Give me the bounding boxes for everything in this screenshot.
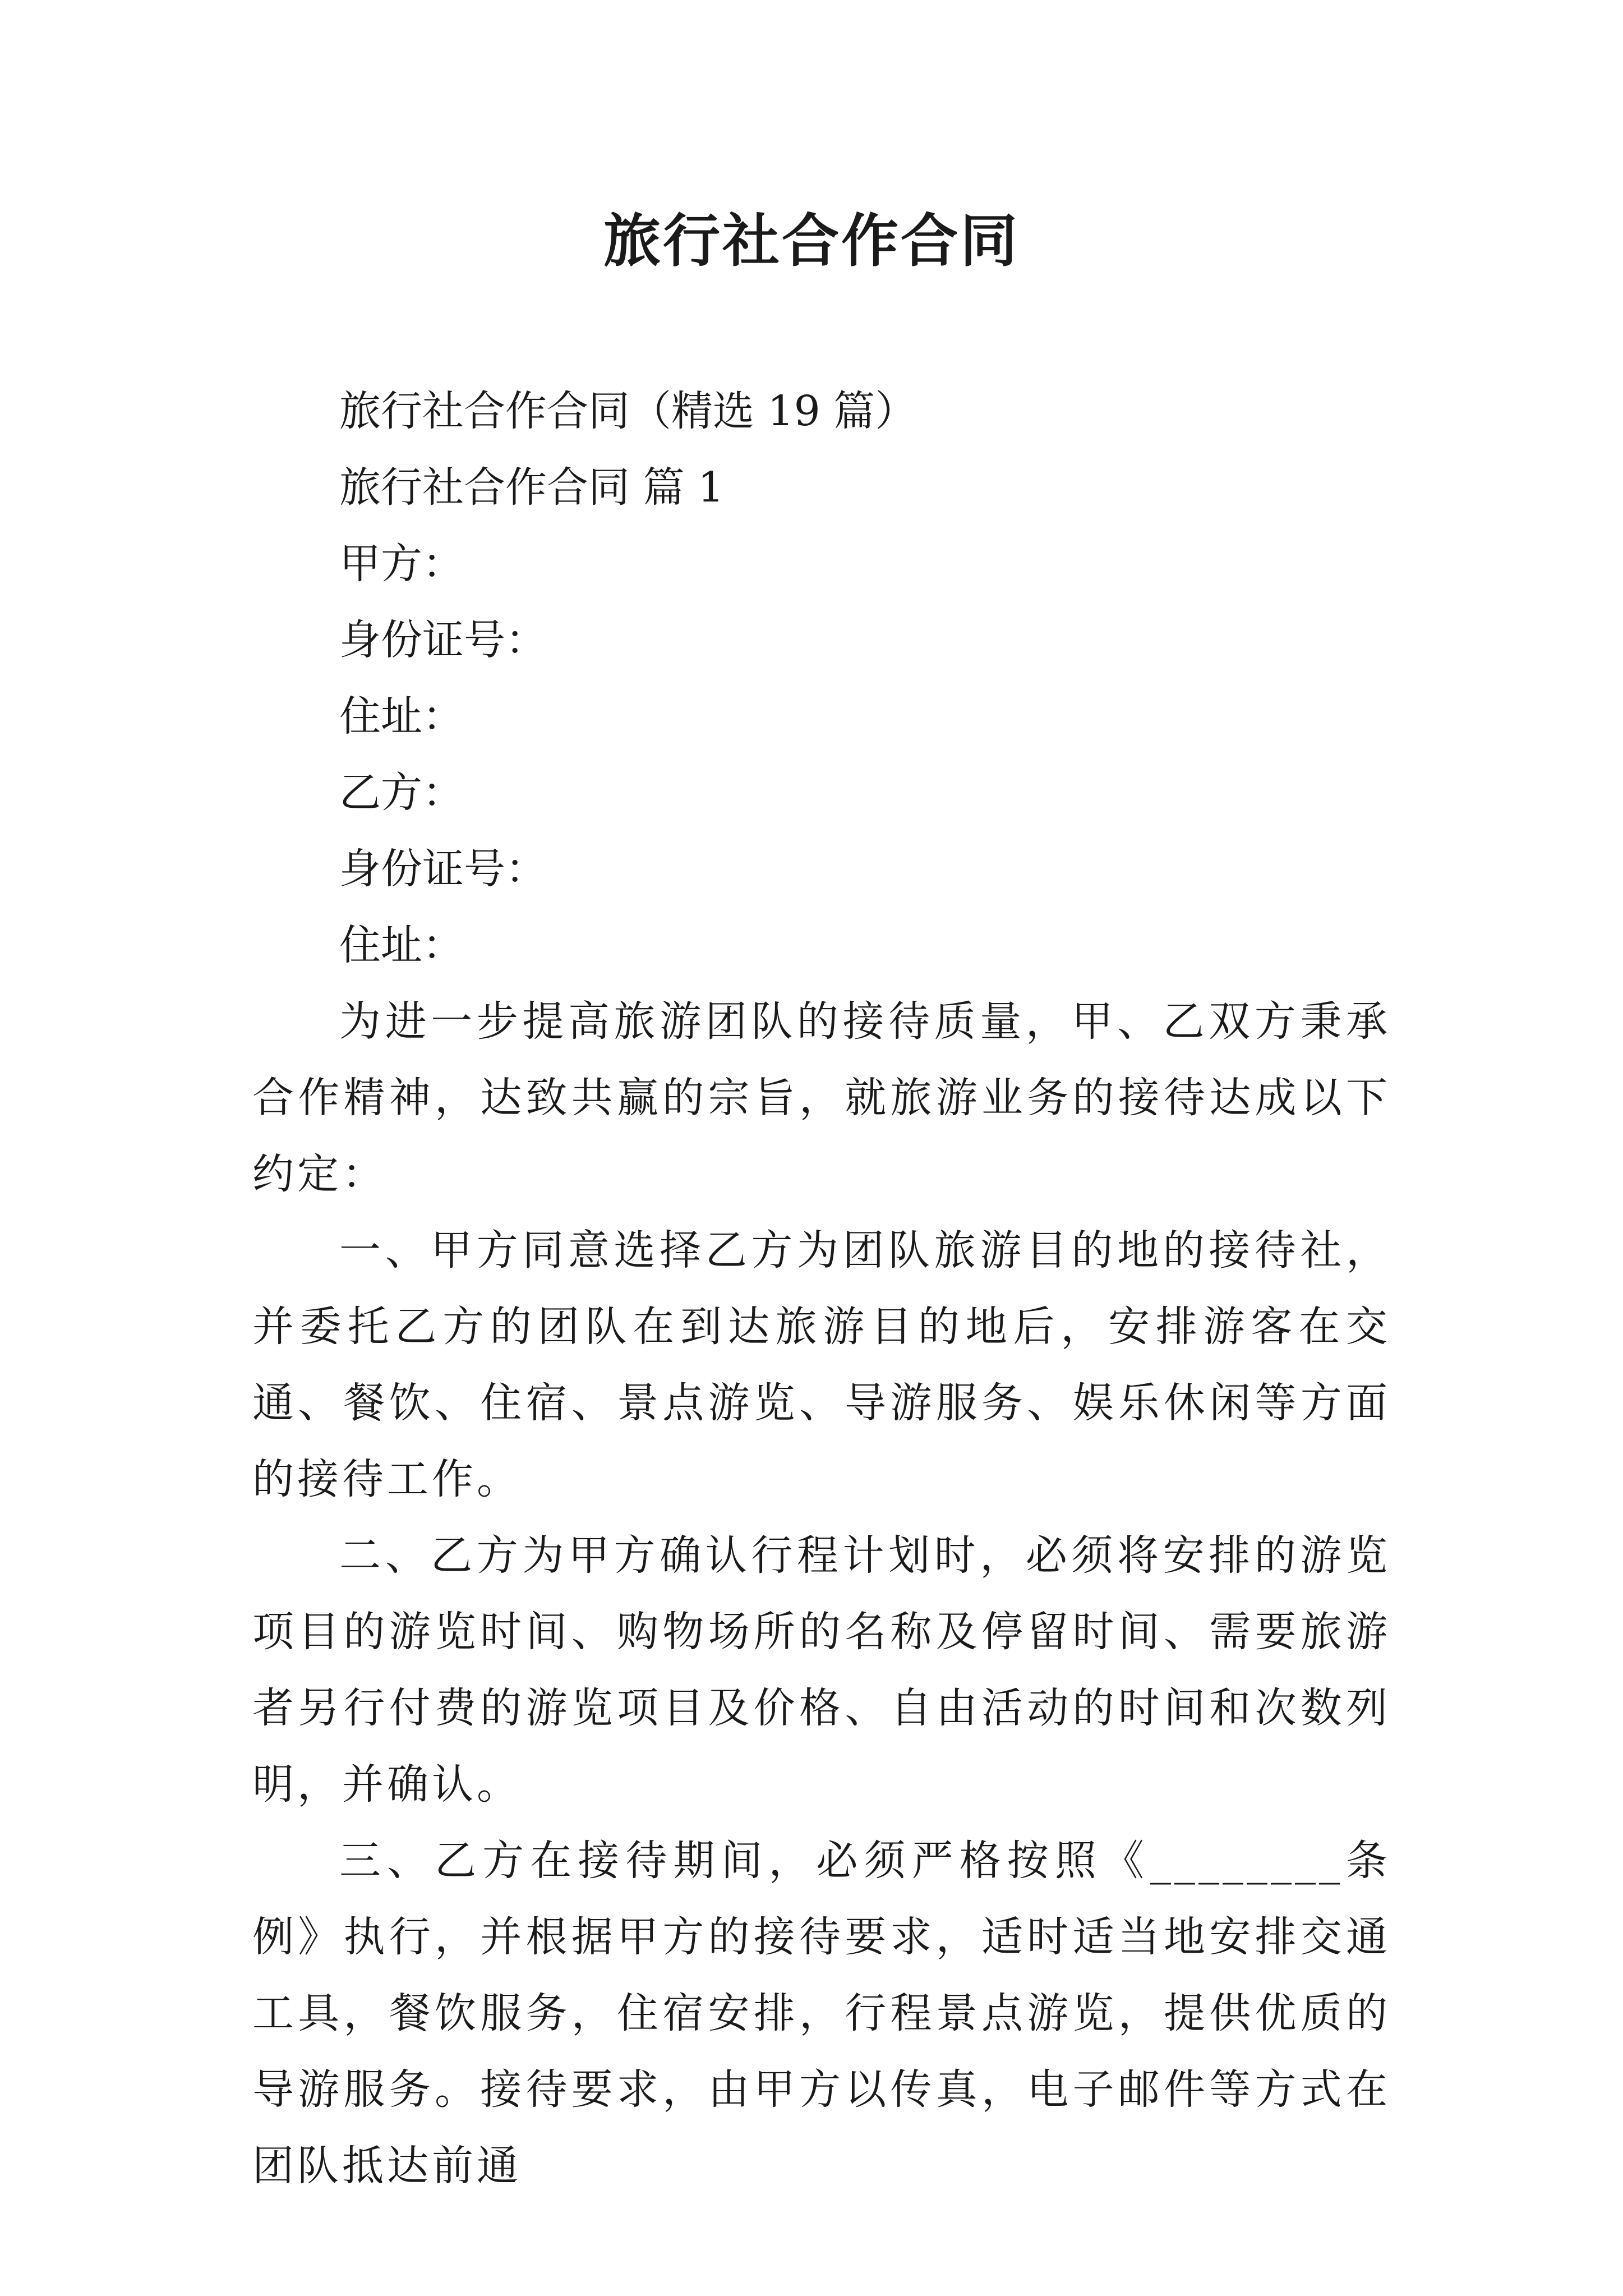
party-a-label: 甲方：	[339, 540, 464, 588]
party-b-address-label: 住址：	[339, 921, 464, 969]
party-a-address-label: 住址：	[339, 692, 464, 740]
party-b-id-label: 身份证号：	[339, 845, 547, 893]
clause-1-paragraph: 一、甲方同意选择乙方为团队旅游目的地的接待社，并委托乙方的团队在到达旅游目的地后，安排游客在交通、餐饮、住宿、景点游览、导游服务、娱乐休闲等方面的接待工作。	[252, 1226, 1391, 1503]
document-body	[252, 373, 1391, 2204]
party-a-id-label: 身份证号：	[339, 616, 547, 664]
intro-paragraph: 为进一步提高旅游团队的接待质量，甲、乙双方秉承合作精神，达致共赢的宗旨，就旅游业务的接待达成以下约定：	[252, 997, 1391, 1198]
clause-2-paragraph: 二、乙方为甲方确认行程计划时，必须将安排的游览项目的游览时间、购物场所的名称及停留时间、需要旅游者另行付费的游览项目及价格、自由活动的时间和次数列明，并确认。	[252, 1531, 1391, 1809]
clause-3-paragraph: 三、乙方在接待期间，必须严格按照《________条例》执行，并根据甲方的接待要求，适时适当地安排交通工具，餐饮服务，住宿安排，行程景点游览，提供优质的导游服务。接待要求，由甲方以传真，电子邮件等方式在团队抵达前通	[252, 1837, 1391, 2190]
party-b-label: 乙方：	[339, 769, 464, 817]
subtitle-line: 旅行社合作合同（精选 19 篇）	[339, 387, 917, 435]
section-heading: 旅行社合作合同 篇 1	[339, 463, 725, 512]
document-title: 旅行社合作合同	[603, 208, 1020, 275]
